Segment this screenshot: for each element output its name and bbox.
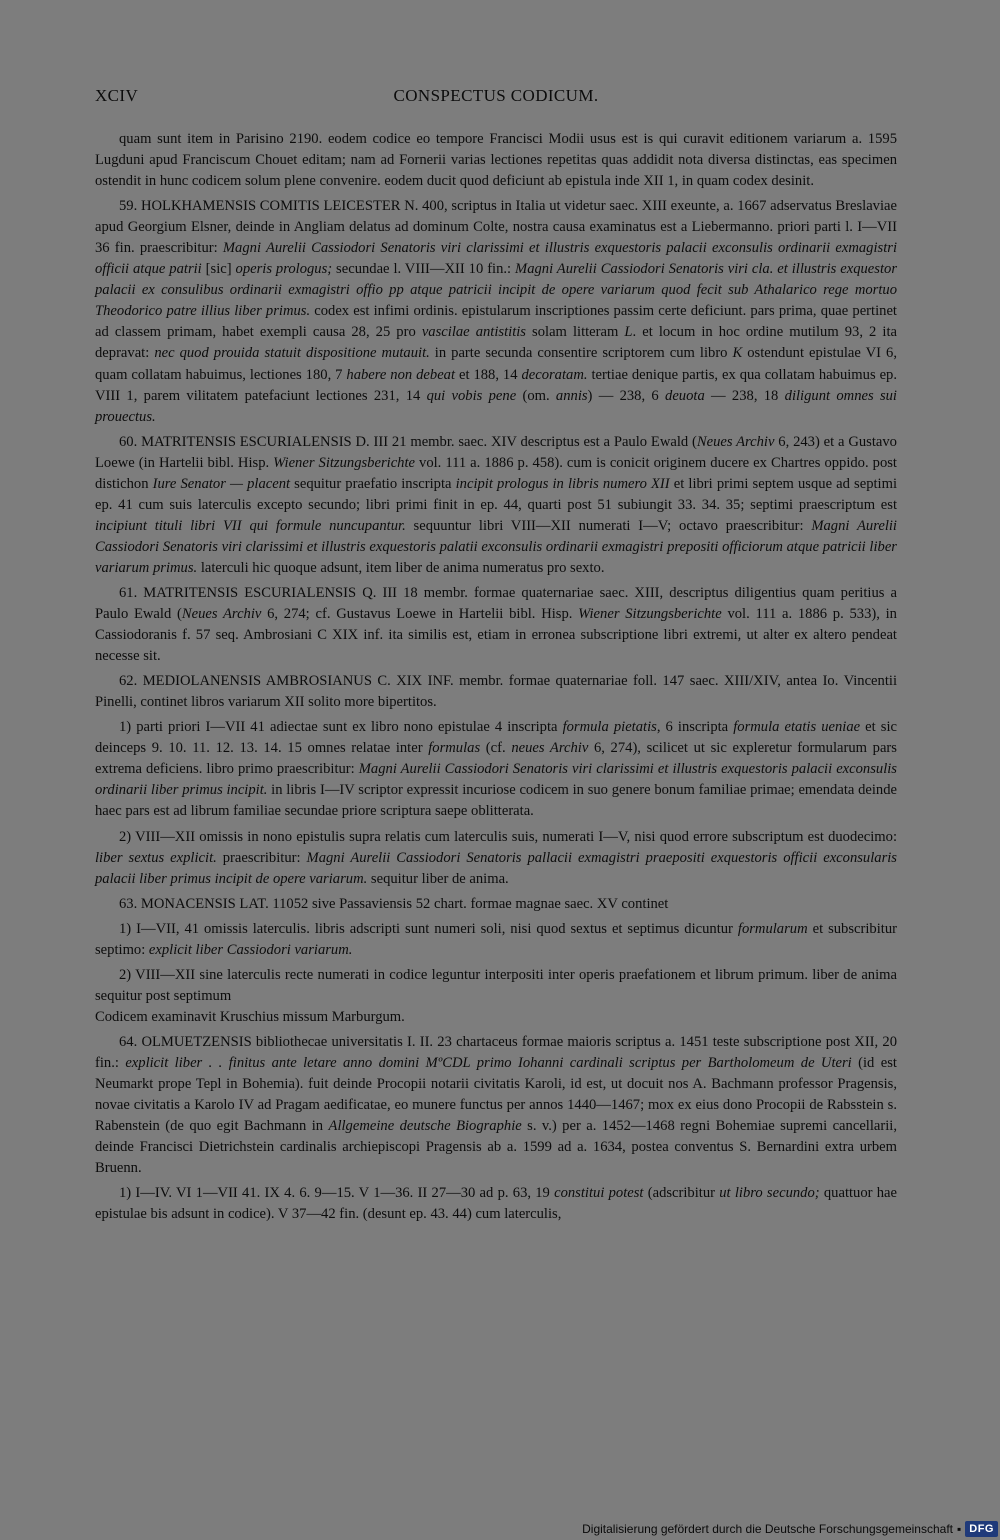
italic-text: liber sextus explicit. [95,849,217,866]
italic-text: K [732,345,743,362]
text-run: s. v.) per a. 1452—1468 regni Bohemiae supremi cancellarii, deinde Francisci Dietrichstein cardinalis archiepiscopi Pragensis ab a. 1599 ad a. 1634, postea conventus S. Bernardini extra urbem Bruenn. [95,1118,897,1177]
text-run: sequitur praefatio inscripta [290,475,456,492]
italic-text: ut libro secundo; [719,1185,820,1202]
text-run: 2) VIII—XII omissis in nono epistulis supra relatis cum laterculis suis, numerati I—V, nisi quod errore subscriptum est duodecimo: [119,828,897,845]
text-run: laterculi hic quoque adsunt, item liber de anima numeratus pro sexto. [197,559,605,576]
text-run: (cf. [480,740,512,757]
text-run: 64. OLMUETZENSIS bibliothecae universitatis I. II. 23 chartaceus formae maioris scriptus a. 1451 teste subscriptione post XII, 20 fin.: [95,1033,897,1071]
text-run: . et locum in hoc ordine mutilum 93, 2 ita depravat: [95,324,897,362]
italic-text: habere non debeat [346,366,456,383]
text-run: 6, 274; cf. Gustavus Loewe in Hartelii bibl. Hisp. [261,606,579,623]
italic-text: incipiunt tituli libri VII qui formule nuncupantur. [95,517,406,534]
text-run: 60. MATRITENSIS ESCURIALENSIS D. III 21 membr. saec. XIV descriptus est a Paulo Ewald ( [119,433,697,450]
page-number: XCIV [95,86,139,105]
text-run: 1) I—VII, 41 omissis laterculis. libris adscripti sunt numeri soli, nisi quod sextus et septimus dicuntur [119,920,738,937]
italic-text: Magni Aurelii Cassiodori Senatoris pallacii exmagistri praepositi exquestoris officii exconsularis palacii liber primus incipit de opere variarum. [95,849,897,887]
text-run: et sic deinceps 9. 10. 11. 12. 13. 14. 15 omnes relatae inter [95,719,897,757]
italic-text: Magni Aurelii Cassiodori Senatoris viri cla. et illustris exquestor palacii ex consulibus ordinarii exmagistri offio pp atque patricii incipit de opere variarum quod fecit sub Athalarico rege mortuo Theodorico patre illius liber primus. [95,261,897,320]
text-run: in parte secunda consentire scriptorem cum libro [429,345,733,362]
paragraph [95,919,897,961]
italic-text: Magni Aurelii Cassiodori Senatoris viri clarissimi et illustris exquestoris palacii exconsulis ordinarii exmagistri officii atque patrii [95,240,897,278]
text-run: (id est Neumarkt prope Tepl in Bohemia). fuit deinde Procopii notarii civitatis Karoli, id est, ut docuit nos A. Bachmann professor Pragensis, novae civitatis a Karolo IV ad Pragam aedificatae, eo munere functus per annos 1440—1467; mox ex eius dono Procopii de Rabsstein s. Rabenstein (de quo egit Bachmann in [95,1054,897,1135]
page-header [95,86,897,110]
main-text [95,129,897,1229]
italic-text: decoratam. [521,366,588,383]
text-run: vol. 111 a. 1886 p. 533), in Cassiodoranis f. 57 seq. Ambrosiani C XIX inf. ita similis est, etiam in erronea subscriptione libri extremi, ut alter ex altero pendeat necesse sit. [95,606,897,665]
italic-text: Allgemeine deutsche Biographie [328,1118,522,1135]
text-run: 63. MONACENSIS LAT. 11052 sive Passaviensis 52 chart. formae magnae saec. XV continet [119,895,669,912]
text-run: secundae l. VIII—XII 10 fin.: [332,261,516,278]
paragraph [95,129,897,192]
italic-text: qui vobis pene [426,387,517,404]
text-run: et 188, 14 [455,366,522,383]
italic-text: deuota [665,387,705,404]
footer-separator: ▪ [957,1522,962,1536]
paragraph [95,1007,897,1028]
text-run: [sic] [201,261,236,278]
text-run: 1) parti priori I—VII 41 adiectae sunt ex libro nono epistulae 4 inscripta [119,719,563,736]
italic-text: L [624,324,633,341]
text-run: quam sunt item in Parisino 2190. eodem codice eo tempore Francisci Modii usus est is qui curavit editionem variarum a. 1595 Lugduni apud Franciscum Chouet editam; nam ad Fornerii varias lectiones repetitas quas addidit nota diversa distinctas, eas specimen ostendit in hunc codicem solum plene convenire. eodem ducit quod deficiunt ab epistula inde XII 1, in quam codex desinit. [95,131,897,190]
text-run: ) — 238, 6 [587,387,666,404]
italic-text: explicit liber . . finitus ante letare anno domini MºCDL primo Iohanni cardinali scriptus per Bartholomeum de Uteri [125,1054,852,1071]
text-run: quattuor hae epistulae bis adsunt in codice). V 37—42 fin. (desunt ep. 43. 44) cum laterculis, [95,1185,898,1223]
italic-text: neues Archiv [511,740,589,757]
italic-text: formulas [428,740,481,757]
italic-text: incipit prologus in libris numero XII [455,475,670,492]
italic-text: formula pietatis [562,719,657,736]
paragraph [95,827,897,890]
text-run: ostendunt epistulae VI 6, quam collatam habuimus, lectiones 180, 7 [95,345,897,383]
italic-text: formula etatis ueniae [733,719,861,736]
footer-credit [582,1518,1000,1540]
paragraph [95,196,897,428]
paragraph [95,1032,897,1179]
italic-text: vascilae antistitis [421,324,526,341]
dfg-logo: DFG [965,1521,998,1537]
italic-text: explicit liber Cassiodori variarum. [148,941,353,958]
paragraph [95,432,897,579]
italic-text: constitui potest [554,1185,644,1202]
paragraph [95,671,897,713]
text-run: in libris I—IV scriptor expressit incuriose codicem in suo genere bonum familiae primae; emendata deinde haec pars est ad librum familiae secundae priore scriptura saepe oblitterata. [95,782,897,820]
text-run: sequuntur libri VIII—XII numerati I—V; octavo praescribitur: [405,517,812,534]
text-run: 6, 243) et a Gustavo Loewe (in Hartelii bibl. Hisp. [95,433,897,471]
text-run: solam litteram [525,324,625,341]
text-run: 61. MATRITENSIS ESCURIALENSIS Q. III 18 membr. formae quaternariae saec. XIII, descriptus diligentius quam peritius a Paulo Ewald ( [95,584,897,623]
text-run: — 238, 18 [704,387,785,404]
text-run: 6, 274), scilicet ut sic expleretur formularum pars extrema deficiens. libro primo praescribitur: [95,740,897,778]
text-run: 59. HOLKHAMENSIS COMITIS LEICESTER N. 400, scriptus in Italia ut videtur saec. XIII exeunte, a. 1667 adservatus Breslaviae apud Georgium Elsner, deinde in Angliam delatus ad dominum Colte, nostra causa examinatus est a Liebermanno. priori parti l. I—VII 36 fin. praescribitur: [95,198,897,257]
text-run: 1) I—IV. VI 1—VII 41. IX 4. 6. 9—15. V 1—36. II 27—30 ad p. 63, 19 [119,1185,555,1202]
text-run: (om. [516,387,556,404]
italic-text: Neues Archiv [181,606,262,623]
paragraph [95,717,897,822]
paragraph [95,894,897,915]
italic-text: nec quod prouida statuit dispositione mutauit. [154,345,430,362]
text-run: (adscribitur [643,1185,720,1202]
text-run: 62. MEDIOLANENSIS AMBROSIANUS C. XIX INF. membr. formae quaternariae foll. 147 saec. XIII/XIV, antea Io. Vincentii Pinelli, continet libros variarum XII solito more bipertitos. [95,673,897,711]
italic-text: Magni Aurelii Cassiodori Senatoris viri clarissimi et illustris exquestoris palatii exconsulis ordinarii exmagistri prepositi officiorum atque patricii liber variarum primus. [95,517,897,576]
italic-text: Magni Aurelii Cassiodori Senatoris viri clarissimi et illustris exquestoris palacii exconsulis ordinarii liber primus incipit. [95,761,897,799]
footer-text: Digitalisierung gefördert durch die Deutsche Forschungsgemeinschaft [582,1522,953,1536]
italic-text: annis [555,387,588,404]
italic-text: formularum [737,920,808,937]
text-run: praescribitur: [216,849,307,866]
text-run: , 6 inscripta [656,719,734,736]
italic-text: Wiener Sitzungsberichte [578,606,722,623]
italic-text: diligunt omnes sui prouectus. [95,387,897,425]
text-run: 2) VIII—XII sine laterculis recte numerati in codice leguntur interpositi inter operis praefationem et librum primum. liber de anima sequitur post septimum [95,966,897,1004]
page-title: CONSPECTUS CODICUM. [393,86,599,105]
text-run: sequitur liber de anima. [367,870,509,887]
text-run: tertiae denique partis, ex qua collatam habuimus ep. VIII 1, parem vilitatem patefaciunt lectiones 231, 14 [95,366,897,404]
paragraph [95,583,897,667]
paragraph [95,1183,897,1225]
text-run: codex est infimi ordinis. epistularum inscriptiones passim certe deficiunt. pars prima, quae pertinet ad classem primam, habet exempli causa 28, 25 pro [95,303,897,341]
text-run: et subscribitur septimo: [95,920,897,958]
text-run: Codicem examinavit Kruschius missum Marburgum. [95,1008,405,1025]
italic-text: Iure Senator — placent [152,475,291,492]
italic-text: operis prologus; [235,261,333,278]
italic-text: Neues Archiv [696,433,775,450]
text-run: et libri primi septem usque ad septimi ep. 41 cum suis laterculis excepto secundo; libri primi finit in ep. 44, quarti post 51 subiungit 33. 34. 35; septimi praescriptum est [95,475,898,513]
text-run: vol. 111 a. 1886 p. 458). cum is conicit originem ducere ex Chartres oppido. post distichon [95,454,897,492]
italic-text: Wiener Sitzungsberichte [273,454,416,471]
paragraph [95,965,897,1007]
